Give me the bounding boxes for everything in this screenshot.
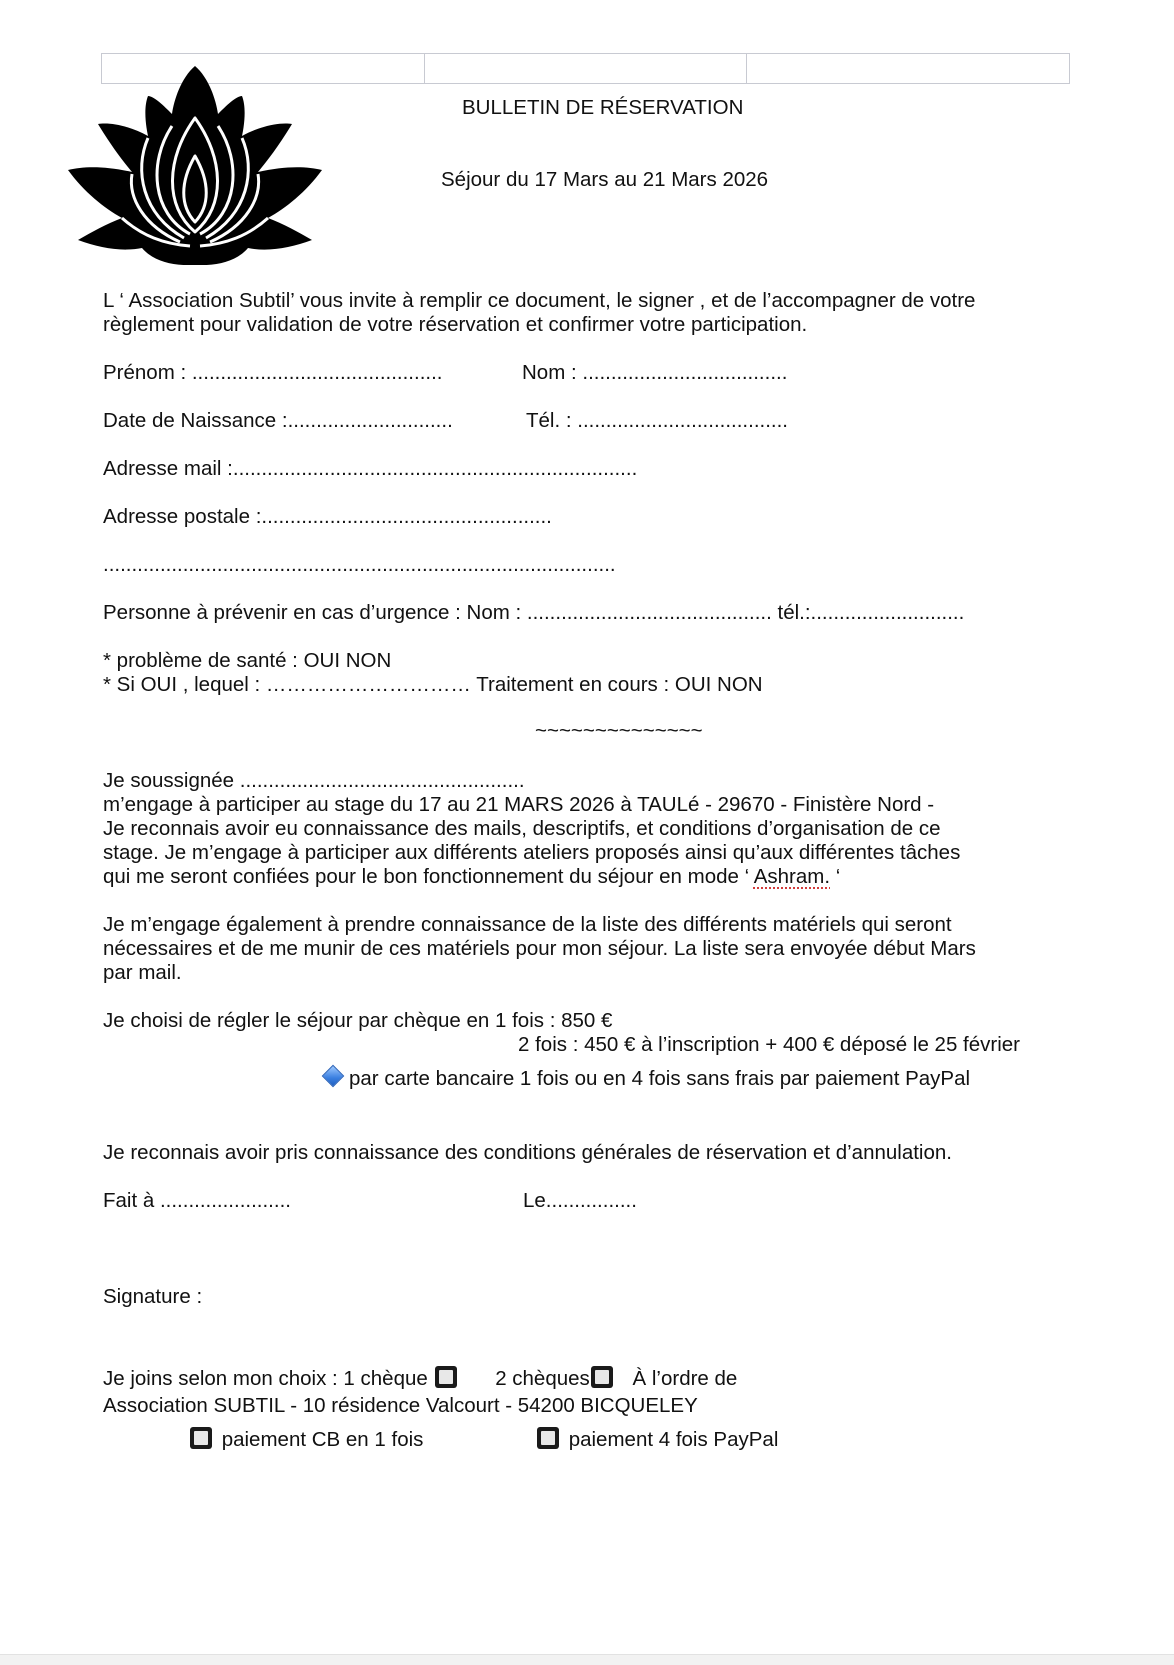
cb-option — [190, 1427, 423, 1452]
engagement-text: m’engage à participer au stage du 17 au 21 MARS 2026 à TAULé - 29670 - Finistère Nord - — [103, 793, 935, 816]
cb-checkbox[interactable] — [190, 1427, 212, 1449]
conditions-text: Je reconnais avoir pris connaissance des conditions générales de réservation et d’annulation. — [103, 1141, 952, 1164]
stay-dates: Séjour du 17 Mars au 21 Mars 2026 — [441, 168, 769, 191]
one-cheque-checkbox[interactable] — [435, 1366, 457, 1388]
birthdate-field[interactable]: Date de Naissance :............................. — [103, 409, 453, 432]
postal-address-field[interactable]: Adresse postale :................................................... — [103, 505, 552, 528]
materials-text: nécessaires et de me munir de ces matériels pour mon séjour. La liste sera envoyée début Mars — [103, 937, 976, 960]
enclosure-line — [103, 1366, 737, 1391]
engagement-text: stage. Je m’engage à participer aux différents ateliers proposés ainsi qu’aux différentes tâches — [103, 841, 961, 864]
materials-text: par mail. — [103, 961, 182, 984]
date-field[interactable]: Le................ — [523, 1189, 637, 1212]
payee-address: Association SUBTIL - 10 résidence Valcourt - 54200 BICQUELEY — [103, 1394, 698, 1417]
engagement-text — [103, 865, 840, 889]
prenom-field[interactable]: Prénom : ............................................ — [103, 361, 443, 384]
phone-field[interactable]: Tél. : ..................................... — [526, 409, 788, 432]
engagement-text: Je soussignée .................................................. — [103, 769, 525, 792]
nom-field[interactable]: Nom : .................................... — [522, 361, 788, 384]
paypal-label: paiement 4 fois PayPal — [568, 1428, 779, 1451]
engagement-text-start: qui me seront confiées pour le bon fonctionnement du séjour en mode ‘ — [103, 865, 754, 888]
engagement-text-end: ‘ — [830, 865, 841, 888]
header-cell — [425, 54, 748, 83]
paypal-checkbox[interactable] — [537, 1427, 559, 1449]
two-cheques-label: 2 chèques — [495, 1367, 590, 1390]
materials-text: Je m’engage également à prendre connaissance de la liste des différents matériels qui seront — [103, 913, 952, 936]
lotus-icon — [68, 66, 322, 265]
cb-label: paiement CB en 1 fois — [221, 1428, 424, 1451]
email-field[interactable]: Adresse mail :....................................................................... — [103, 457, 638, 480]
place-field[interactable]: Fait à ....................... — [103, 1189, 291, 1212]
payment-card-label: par carte bancaire 1 fois ou en 4 fois sans frais par paiement PayPal — [349, 1067, 971, 1090]
page-title: BULLETIN DE RÉSERVATION — [462, 96, 744, 119]
intro-text: L ‘ Association Subtil’ vous invite à remplir ce document, le signer , et de l’accompagner de votre — [103, 289, 976, 312]
postal-address-continued[interactable]: .......................................................................................... — [103, 553, 616, 576]
payment-card — [323, 1067, 970, 1091]
signature-label: Signature : — [103, 1285, 203, 1308]
order-label: À l’ordre de — [632, 1367, 738, 1390]
engagement-text: Je reconnais avoir eu connaissance des mails, descriptifs, et conditions d’organisation de ce — [103, 817, 941, 840]
intro-text: règlement pour validation de votre réservation et confirmer votre participation. — [103, 313, 808, 336]
payment-cheque-twice: 2 fois : 450 € à l’inscription + 400 € déposé le 25 février — [518, 1033, 1020, 1056]
payment-cheque-once: Je choisi de régler le séjour par chèque en 1 fois : 850 € — [103, 1009, 613, 1032]
ashram-word: Ashram. — [753, 865, 831, 888]
enclosure-label: Je joins selon mon choix : 1 chèque — [103, 1367, 428, 1390]
health-details: * Si OUI , lequel : ………………………… Traitement en cours : OUI NON — [103, 673, 763, 696]
health-question: * problème de santé : OUI NON — [103, 649, 392, 672]
page-bottom-bar — [0, 1654, 1174, 1665]
two-cheques-checkbox[interactable] — [591, 1366, 613, 1388]
header-cell — [747, 54, 1069, 83]
emergency-contact-field[interactable]: Personne à prévenir en cas d’urgence : Nom : ........................................... tél.:........................... — [103, 601, 965, 624]
blue-diamond-icon — [322, 1065, 345, 1088]
separator: ~~~~~~~~~~~~~~ — [535, 719, 703, 742]
paypal-option — [537, 1427, 778, 1452]
